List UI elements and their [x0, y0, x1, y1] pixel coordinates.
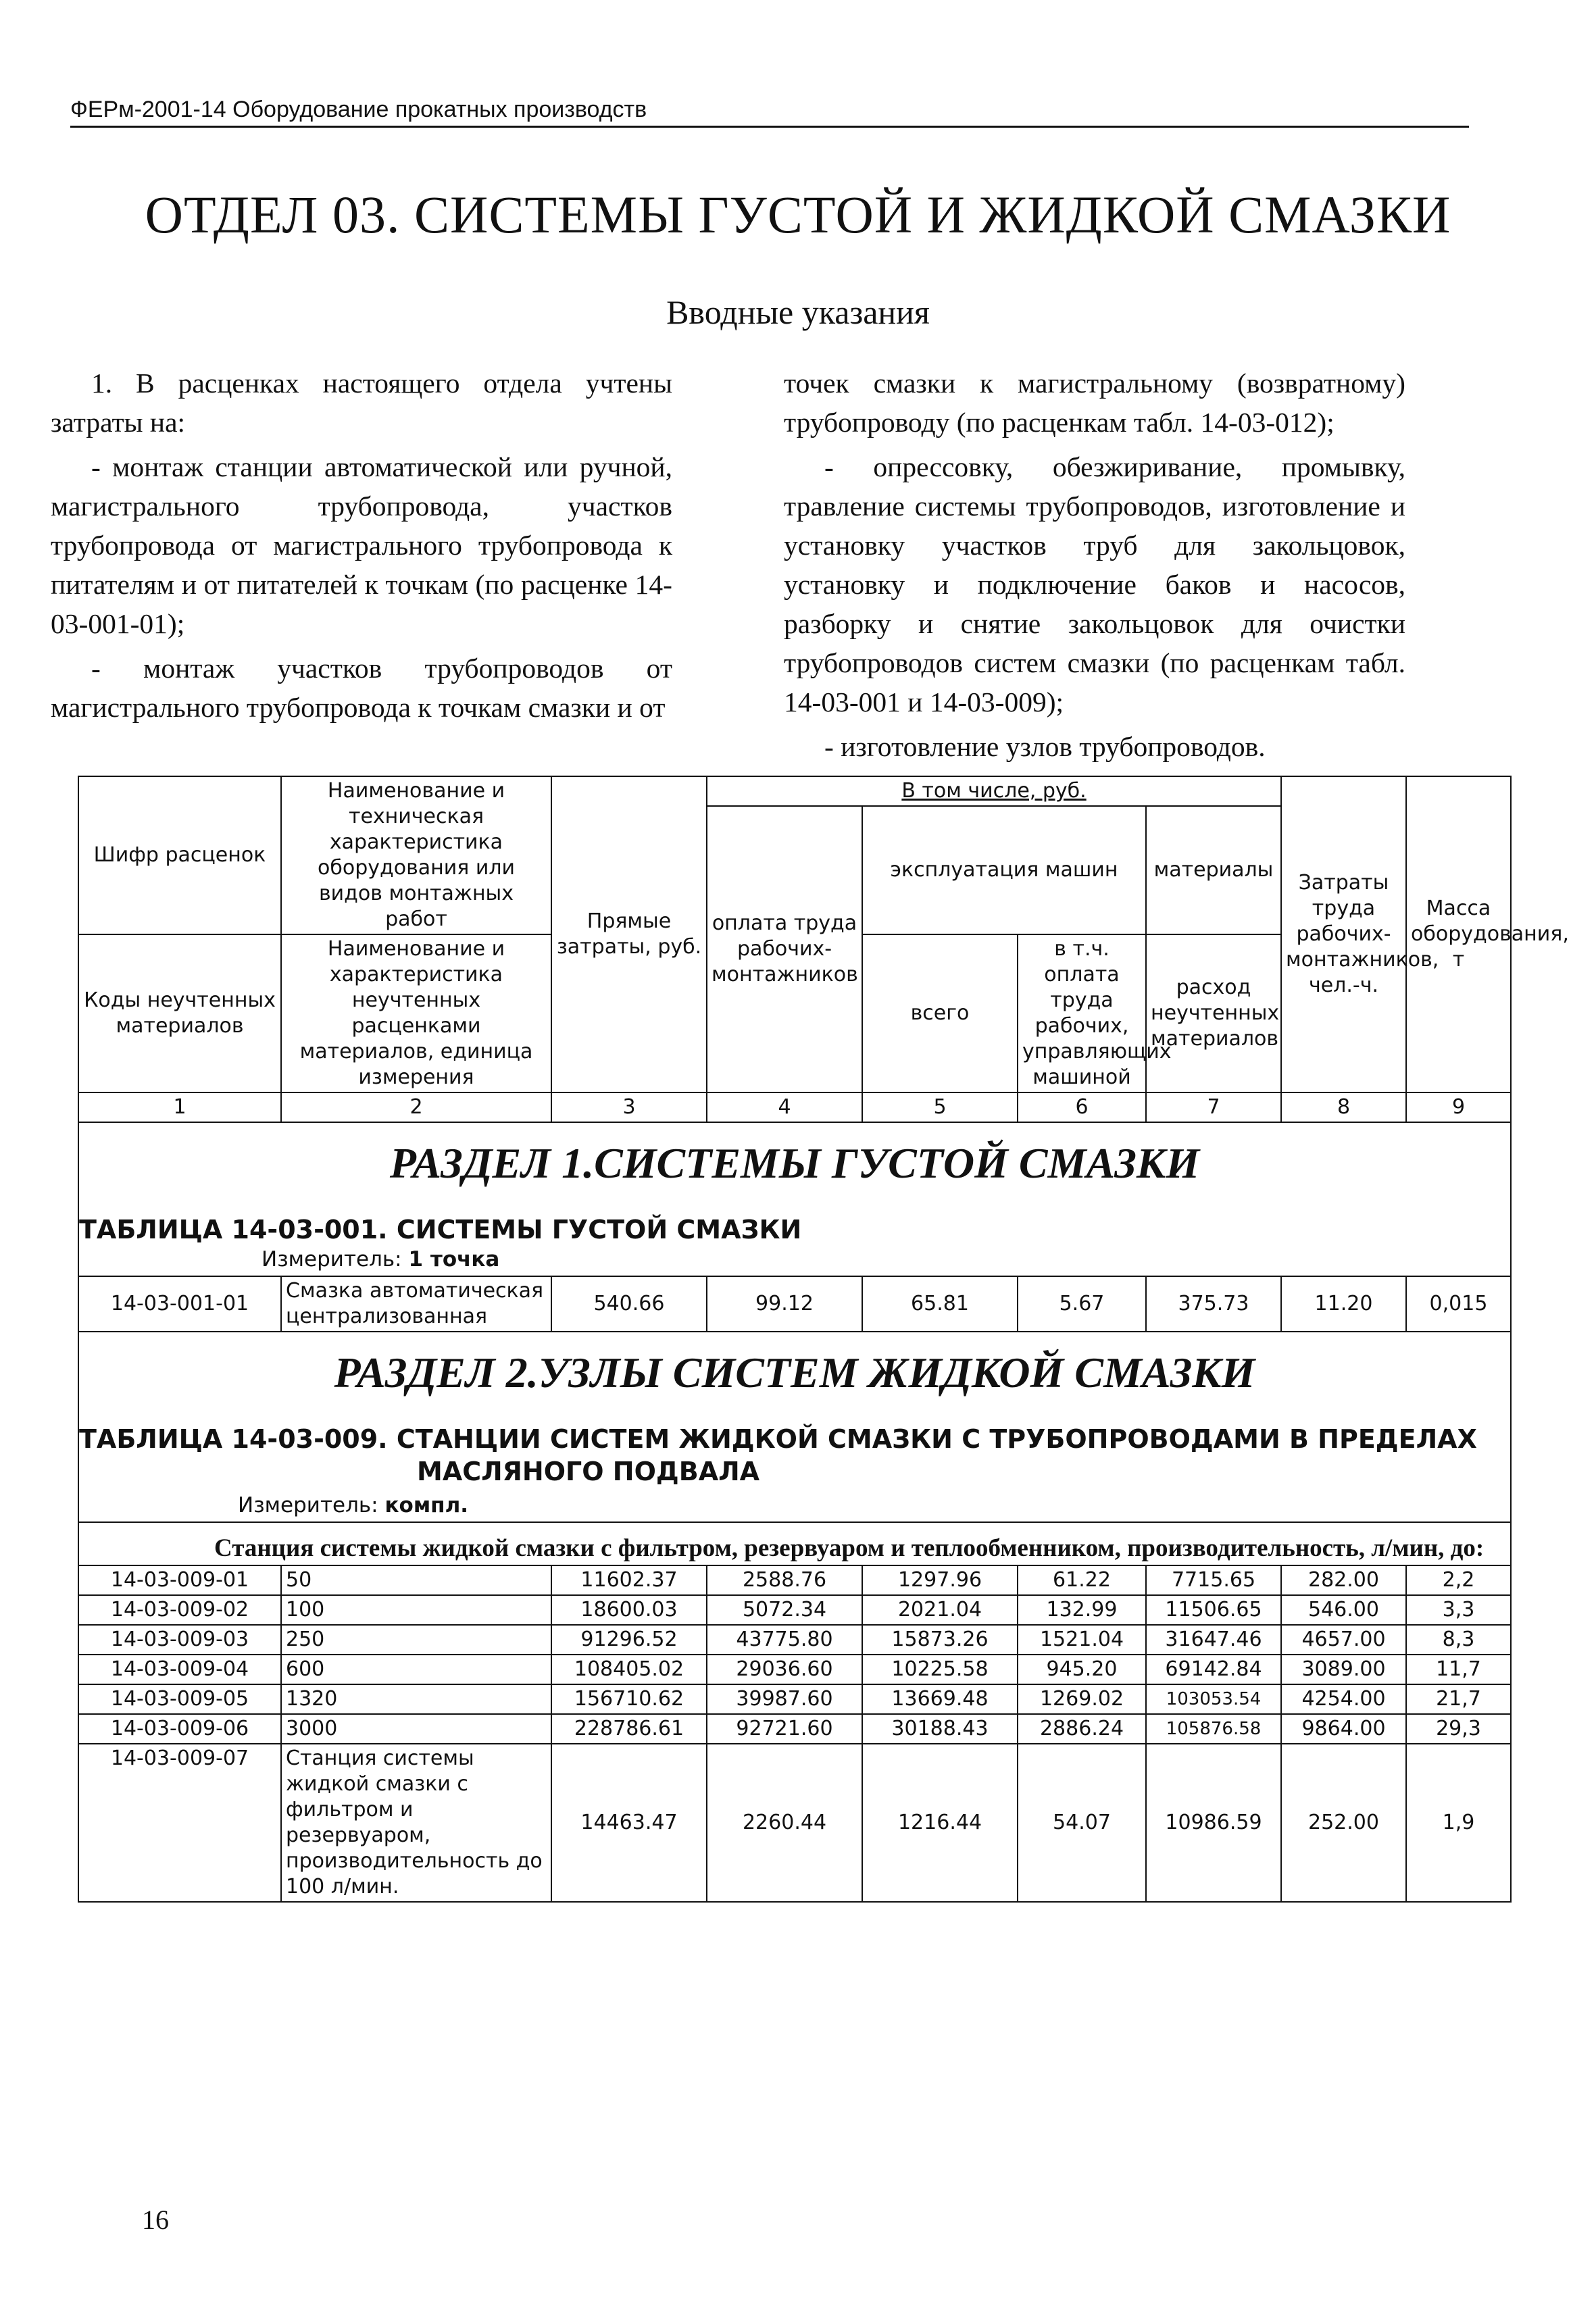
header-materials-unaccounted: расход неучтенных материалов	[1146, 934, 1281, 1092]
rate-code: 14-03-009-05	[78, 1684, 281, 1714]
rate-name: 3000	[281, 1714, 551, 1744]
machines-total: 65.81	[862, 1276, 1018, 1332]
machines-labor: 5.67	[1018, 1276, 1146, 1332]
section1-heading: РАЗДЕЛ 1.СИСТЕМЫ ГУСТОЙ СМАЗКИ	[389, 1139, 1200, 1187]
rate-name: 250	[281, 1625, 551, 1655]
intro-paragraph: - монтаж станции автоматической или ручной, магистрального трубопровода, участков трубопровода от магистрального трубопровода к питателям и от питателей к точкам (по расценке 14-03-001-01);	[51, 451, 672, 639]
labor-hours: 9864.00	[1281, 1714, 1406, 1744]
header-mass: Масса оборудования, т	[1406, 776, 1511, 1092]
labor-pay: 99.12	[707, 1276, 862, 1332]
header-machines-total: всего	[862, 934, 1018, 1092]
column-number: 5	[862, 1092, 1018, 1122]
mass: 8,3	[1406, 1625, 1511, 1655]
labor-hours: 4254.00	[1281, 1684, 1406, 1714]
labor-pay: 2260.44	[707, 1744, 862, 1902]
header-materials: материалы	[1146, 806, 1281, 934]
column-number: 1	[78, 1092, 281, 1122]
materials: 375.73	[1146, 1276, 1281, 1332]
intro-paragraph: 1. В расценках настоящего отдела учтены затраты на:	[51, 368, 672, 438]
header-name-unaccounted: Наименование и характеристика неучтенных расценками материалов, единица измерения	[281, 934, 551, 1092]
machines-total: 10225.58	[862, 1655, 1018, 1684]
labor-pay: 2588.76	[707, 1565, 862, 1595]
column-number: 4	[707, 1092, 862, 1122]
table-row	[78, 1276, 1511, 1332]
machines-labor: 2886.24	[1018, 1714, 1146, 1744]
rate-code: 14-03-009-07	[78, 1744, 281, 1902]
labor-hours: 252.00	[1281, 1744, 1406, 1902]
table-row	[78, 1744, 1511, 1902]
machines-total: 30188.43	[862, 1714, 1018, 1744]
rate-name: 1320	[281, 1684, 551, 1714]
station-description-row	[78, 1522, 1511, 1565]
rate-code: 14-03-009-06	[78, 1714, 281, 1744]
column-number: 6	[1018, 1092, 1146, 1122]
direct-costs: 14463.47	[551, 1744, 707, 1902]
intro-paragraph: - опрессовку, обезжиривание, промывку, травление системы трубопроводов, изготовление и установку участков труб для закольцовок, установку и подключение баков и насосов, разборку и снятие закольцовок для очистки трубопроводов систем смазки (по расценкам табл. 14-03-001 и 14-03-009);	[784, 451, 1405, 718]
labor-hours: 3089.00	[1281, 1655, 1406, 1684]
mass: 1,9	[1406, 1744, 1511, 1902]
section2-heading-row	[78, 1332, 1511, 1522]
mass: 3,3	[1406, 1595, 1511, 1625]
machines-total: 1216.44	[862, 1744, 1018, 1902]
rate-name: 50	[281, 1565, 551, 1595]
table-caption: ТАБЛИЦА 14-03-009. СТАНЦИИ СИСТЕМ ЖИДКОЙ СМАЗКИ С ТРУБОПРОВОДАМИ В ПРЕДЕЛАХ	[79, 1424, 1477, 1454]
measure-unit: Измеритель: компл.	[238, 1493, 469, 1517]
intro-left-column	[51, 363, 672, 732]
labor-hours: 11.20	[1281, 1276, 1406, 1332]
machines-total: 1297.96	[862, 1565, 1018, 1595]
labor-pay: 92721.60	[707, 1714, 862, 1744]
machines-total: 15873.26	[862, 1625, 1018, 1655]
machines-total: 13669.48	[862, 1684, 1018, 1714]
machines-labor: 132.99	[1018, 1595, 1146, 1625]
machines-total: 2021.04	[862, 1595, 1018, 1625]
header-direct-costs: Прямые затраты, руб.	[551, 776, 707, 1092]
labor-hours: 546.00	[1281, 1595, 1406, 1625]
table-caption: ТАБЛИЦА 14-03-001. СИСТЕМЫ ГУСТОЙ СМАЗКИ	[79, 1215, 802, 1244]
section1-heading-row	[78, 1122, 1511, 1276]
machines-labor: 1521.04	[1018, 1625, 1146, 1655]
table-row	[78, 1684, 1511, 1714]
labor-pay: 39987.60	[707, 1684, 862, 1714]
column-number: 2	[281, 1092, 551, 1122]
direct-costs: 18600.03	[551, 1595, 707, 1625]
mass: 11,7	[1406, 1655, 1511, 1684]
direct-costs: 11602.37	[551, 1565, 707, 1595]
column-numbers-row	[78, 1092, 1511, 1122]
intro-right-column	[784, 363, 1405, 772]
rate-name: Смазка автоматическая централизованная	[281, 1276, 551, 1332]
direct-costs: 228786.61	[551, 1714, 707, 1744]
intro-paragraph: - монтаж участков трубопроводов от магистрального трубопровода к точкам смазки и от	[51, 653, 672, 723]
section-title: ОТДЕЛ 03. СИСТЕМЫ ГУСТОЙ И ЖИДКОЙ СМАЗКИ	[145, 185, 1451, 244]
table-row	[78, 1595, 1511, 1625]
mass: 29,3	[1406, 1714, 1511, 1744]
column-number: 8	[1281, 1092, 1406, 1122]
rate-code: 14-03-001-01	[78, 1276, 281, 1332]
rate-name: 100	[281, 1595, 551, 1625]
machines-labor: 54.07	[1018, 1744, 1146, 1902]
machines-labor: 945.20	[1018, 1655, 1146, 1684]
intro-paragraph: точек смазки к магистральному (возвратному) трубопроводу (по расценкам табл. 14-03-012);	[784, 368, 1405, 438]
materials: 105876.58	[1146, 1714, 1281, 1744]
direct-costs: 540.66	[551, 1276, 707, 1332]
mass: 21,7	[1406, 1684, 1511, 1714]
station-description: Станция системы жидкой смазки с фильтром, резервуаром и теплообменником, производительность, л/мин, до:	[214, 1534, 1485, 1562]
mass: 2,2	[1406, 1565, 1511, 1595]
mass: 0,015	[1406, 1276, 1511, 1332]
labor-pay: 5072.34	[707, 1595, 862, 1625]
page-number: 16	[142, 2205, 169, 2235]
labor-pay: 29036.60	[707, 1655, 862, 1684]
rates-table	[78, 776, 1569, 1903]
direct-costs: 108405.02	[551, 1655, 707, 1684]
direct-costs: 156710.62	[551, 1684, 707, 1714]
table-row	[78, 1565, 1511, 1595]
rate-code: 14-03-009-01	[78, 1565, 281, 1595]
header-including: В том числе, руб.	[707, 776, 1281, 806]
table-row	[78, 1625, 1511, 1655]
materials: 10986.59	[1146, 1744, 1281, 1902]
column-number: 9	[1406, 1092, 1511, 1122]
header-codes-unaccounted: Коды неучтенных материалов	[78, 934, 281, 1092]
rate-code: 14-03-009-03	[78, 1625, 281, 1655]
header-machines-labor: в т.ч. оплата труда рабочих, управляющих машиной	[1018, 934, 1146, 1092]
header-labor-cost: Затраты труда рабочих-монтажников, чел.-ч.	[1281, 776, 1406, 1092]
column-number: 3	[551, 1092, 707, 1122]
materials: 69142.84	[1146, 1655, 1281, 1684]
rate-code: 14-03-009-02	[78, 1595, 281, 1625]
header-name: Наименование и техническая характеристика оборудования или видов монтажных работ	[281, 776, 551, 934]
header-row-1	[78, 776, 1511, 806]
machines-labor: 61.22	[1018, 1565, 1146, 1595]
running-header: ФЕРм-2001-14 Оборудование прокатных производств	[70, 95, 1469, 128]
direct-costs: 91296.52	[551, 1625, 707, 1655]
materials: 11506.65	[1146, 1595, 1281, 1625]
introductory-notes-heading: Вводные указания	[666, 293, 930, 331]
header-machines: эксплуатация машин	[862, 806, 1146, 934]
header-code: Шифр расценок	[78, 776, 281, 934]
machines-labor: 1269.02	[1018, 1684, 1146, 1714]
materials: 103053.54	[1146, 1684, 1281, 1714]
labor-hours: 282.00	[1281, 1565, 1406, 1595]
labor-pay: 43775.80	[707, 1625, 862, 1655]
table-row	[78, 1655, 1511, 1684]
rate-code: 14-03-009-04	[78, 1655, 281, 1684]
column-number: 7	[1146, 1092, 1281, 1122]
rate-name: Станция системы жидкой смазки с фильтром и резервуаром, производительность до 100 л/мин.	[281, 1744, 551, 1902]
materials: 7715.65	[1146, 1565, 1281, 1595]
labor-hours: 4657.00	[1281, 1625, 1406, 1655]
rate-name: 600	[281, 1655, 551, 1684]
table-row	[78, 1714, 1511, 1744]
table-caption-continued: МАСЛЯНОГО ПОДВАЛА	[417, 1457, 760, 1486]
intro-paragraph: - изготовление узлов трубопроводов.	[824, 731, 1266, 762]
header-labor-pay: оплата труда рабочих-монтажников	[707, 806, 862, 1092]
section2-heading: РАЗДЕЛ 2.УЗЛЫ СИСТЕМ ЖИДКОЙ СМАЗКИ	[334, 1349, 1255, 1397]
measure-unit: Измеритель: 1 точка	[261, 1247, 500, 1272]
materials: 31647.46	[1146, 1625, 1281, 1655]
